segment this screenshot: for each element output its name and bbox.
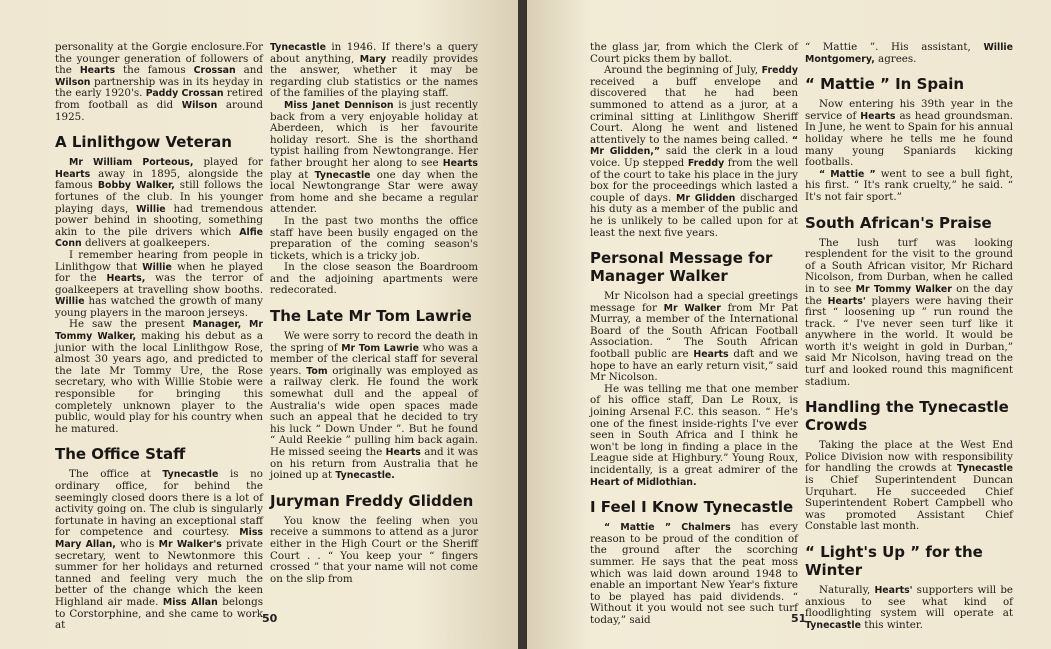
- bold-name: Freddy: [687, 157, 725, 169]
- right-column-2: [805, 42, 1013, 631]
- bold-name: Hearts': [827, 295, 866, 307]
- paragraph: He was telling me that one member of his office staff, Dan Le Roux, is joining Arsenal F.C. this season. “ He's one of the finest inside-rights I've ever seen in South Africa and I think he won't be long in finding a place in the League side at Highbury.” Young Roux, incidentally, is a great admirer of the Heart of Midlothian.: [590, 382, 798, 488]
- heading-lights-up: “ Light's Up ” for the Winter: [805, 543, 983, 579]
- bold-name: Miss Mary Allan,: [55, 527, 263, 550]
- left-column-2: [270, 42, 478, 585]
- paragraph: Now entering his 39th year in the service of Hearts as head groundsman. In June, he went to Spain for his annual holiday where he tells me he found many young Spaniards kicking footballs.: [805, 98, 1013, 169]
- bold-name: Tynecastle: [957, 463, 1013, 475]
- paragraph: In the close season the Boardroom and the adjoining apartments were redecorated.: [270, 261, 478, 297]
- paragraph: “ Mattie ” went to see a bull fight, his first. “ It's rank cruelty,” he said. “ It's not fair sport.”: [805, 167, 1013, 203]
- left-page: [0, 0, 522, 649]
- bold-name: Tynecastle: [805, 619, 861, 631]
- bold-name: Hearts: [860, 110, 896, 122]
- bold-name: Tynecastle.: [335, 470, 395, 482]
- paragraph: Tynecastle in 1946. If there's a query about anything, Mary readily provides the answer, whether it may be regarding club statistics or the names of the families of the playing staff.: [270, 41, 478, 100]
- bold-name: Wilson: [181, 99, 218, 111]
- heading-i-feel-i-know-tynecastle: I Feel I Know Tynecastle: [590, 498, 794, 517]
- paragraph: the glass jar, from which the Clerk of Court picks them by ballot.: [590, 41, 798, 65]
- bold-name: Mr Tom Lawrie: [341, 342, 419, 354]
- bold-name: Alfie Conn: [55, 226, 263, 250]
- paragraph: “ Mattie ”. His assistant, Willie Montgomery, agrees.: [805, 41, 1013, 65]
- paragraph: personality at the Gorgie enclosure.For the younger generation of followers of the Hearts the famous Crossan and Wilson partnership was in its heyday in the early 1920's. Paddy Crossan retired from football as did Wilson around 1925.: [55, 41, 263, 123]
- bold-name: Willie Montgomery,: [805, 42, 1013, 65]
- paragraph: Naturally, Hearts' supporters will be anxious to see what kind of floodlighting system will operate at Tynecastle this winter.: [805, 584, 1014, 631]
- paragraph: He saw the present Manager, Mr Tommy Walker, making his debut as a junior with the local Linlithgow Rose, almost 30 years ago, and predicted to the late Mr Tommy Ure, the Rose secretary, who with Willie Stobie were responsible for bringing this completely unknown player to the public, would play for his country when he matured.: [55, 318, 263, 435]
- paragraph: We were sorry to record the death in the spring of Mr Tom Lawrie who was a member of the clerical staff for several years. Tom originally was employed as a railway clerk. He found the work somewhat dull and the appeal of Australia's wide open spaces made such an appeal that he decided to try his luck “ Down Under ”. But he found “ Auld Reekie ” pulling him back again. He missed seeing the Hearts and it was on his return from Australia that he joined up at Tynecastle.: [270, 330, 478, 482]
- heading-personal-message: Personal Message for Manager Walker: [590, 249, 773, 286]
- bold-name: Crossan: [193, 65, 236, 77]
- bold-name: Willie: [142, 261, 172, 273]
- paragraph: “ Mattie ” Chalmers has every reason to be proud of the condition of the ground after the scorching summer. He says that the peat moss which was laid down around 1948 to enable an important New Year's fixture to be played has paid dividends. “ Without it you would not see such turf today,” said: [590, 521, 798, 626]
- bold-name: Mr Walker's: [158, 538, 222, 550]
- bold-name: Willie: [136, 203, 166, 215]
- paragraph: You know the feeling when you receive a summons to attend as a juror either in the High Court or the Sheriff Court . . “ You keep your “ fingers crossed ” that your name will not come on the slip from: [270, 514, 478, 585]
- bold-name: Mr William Porteous,: [69, 157, 194, 169]
- bold-name: Bobby Walker,: [97, 180, 175, 192]
- heading-mattie-in-spain: “ Mattie ” In Spain: [805, 75, 965, 94]
- paragraph: Mr Nicolson had a special greetings message for Mr Walker from Mr Pat Murray, a member of the International Board of the South African Football Association. “ The South African football public are Hearts daft and we hope to have an early return visit,” said Mr Nicolson.: [590, 290, 798, 384]
- heading-office-staff: The Office Staff: [55, 445, 186, 464]
- bold-name: Paddy Crossan: [145, 88, 224, 100]
- right-column-1: [590, 42, 798, 627]
- bold-name: “ Mattie ”: [819, 168, 876, 180]
- paragraph: Miss Janet Dennison is just recently back from a very enjoyable holiday at Aberdeen, which is her favourite holiday resort. She is the shorthand typist hailing from Newtongrange. Her father brought her along to see Hearts play at Tynecastle one day when the local Newtongrange Star were away from home and she became a regular attender.: [270, 98, 478, 216]
- paragraph: The lush turf was looking resplendent for the visit to the ground of a South African visitor, Mr Richard Nicolson, from Durban, when he called in to see Mr Tommy Walker on the day the Hearts' players were having their first “ loosening up ” run round the track. “ I've never seen turf like it anywhere in the world. It would be worth it's weight in gold in Durban,” said Mr Nicolson, having tread on the turf and looked round this magnificent stadium.: [805, 236, 1013, 388]
- bold-name: Mr Glidden: [676, 192, 736, 204]
- bold-name: Tynecastle: [314, 169, 371, 181]
- bold-name: Mr Walker: [663, 302, 721, 314]
- bold-name: Hearts: [442, 157, 478, 169]
- page-number: 51: [791, 612, 807, 625]
- bold-name: Hearts: [55, 168, 91, 180]
- page-number: 50: [262, 612, 278, 625]
- bold-name: Heart of Midlothian.: [590, 476, 697, 488]
- heading-juryman-freddy-glidden: Juryman Freddy Glidden: [270, 491, 474, 510]
- paragraph: Taking the place at the West End Police Division now with responsibility for handling the crowds at Tynecastle is Chief Superintendent Duncan Urquhart. He succeeded Chief Superintendent Robert Campbell who was promoted Assistant Chief Constable last month.: [805, 439, 1013, 533]
- bold-name: Miss Allan: [162, 596, 218, 608]
- heading-linlithgow-veteran: A Linlithgow Veteran: [55, 133, 232, 152]
- bold-name: Wilson: [55, 76, 91, 88]
- heading-south-africans-praise: South African's Praise: [805, 213, 992, 232]
- heading-late-tom-lawrie: The Late Mr Tom Lawrie: [270, 307, 472, 326]
- left-column-1: [55, 42, 263, 632]
- bold-name: Hearts: [79, 65, 116, 77]
- bold-name: Hearts': [874, 585, 913, 596]
- bold-name: Hearts,: [106, 273, 146, 285]
- bold-name: Tom: [306, 365, 328, 377]
- paragraph: Mr William Porteous, played for Hearts away in 1895, alongside the famous Bobby Walker, still follows the fortunes of the club. In his younger playing days, Willie had tremendous power behind in shooting, something akin to the pile drivers which Alfie Conn delivers at goalkeepers.: [55, 156, 263, 250]
- paragraph: The office at Tynecastle is no ordinary office, for behind the seemingly closed doors there is a lot of activity going on. The club is singularly fortunate in having an exceptional staff for competence and courtesy. Miss Mary Allan, who is Mr Walker's private secretary, went to Newtonmore this summer for her holidays and returned tanned and feeling very much the better of the change which the keen Highland air made. Miss Allan belongs to Corstorphine, and she came to work at: [55, 468, 263, 632]
- bold-name: Hearts: [385, 447, 421, 458]
- right-page: [527, 0, 1051, 649]
- paragraph: In the past two months the office staff have been busily engaged on the preparation of the coming season's tickets, which is a tricky job.: [270, 214, 478, 262]
- bold-name: Manager, Mr Tommy Walker,: [55, 319, 263, 343]
- bold-name: Miss Janet Dennison: [284, 99, 394, 111]
- bold-name: Tynecastle: [270, 42, 326, 53]
- bold-name: Willie: [55, 296, 85, 308]
- heading-handling-crowds: Handling the Tynecastle Crowds: [805, 398, 1009, 435]
- bold-name: “ Mr Glidden,”: [590, 134, 798, 158]
- paragraph: Around the beginning of July, Freddy received a buff envelope and discovered that he had been summoned to attend as a juror, at a criminal sitting at Linlithgow Sheriff Court. Along he went and listened attentively to the names being called. “ Mr Glidden,” said the clerk in a loud voice. Up stepped Freddy from the well of the court to take his place in the jury box for the proceedings which lasted a couple of days. Mr Glidden discharged his duty as a member of the public and he is unlikely to be called upon for at least the next five years.: [590, 64, 799, 239]
- bold-name: Freddy: [761, 65, 798, 77]
- paragraph: I remember hearing from people in Linlithgow that Willie when he played for the Hearts, was the terror of goalkeepers at travelling show booths. Willie has watched the growth of many young players in the maroon jerseys.: [55, 248, 263, 319]
- bold-name: Mr Tommy Walker: [855, 283, 952, 295]
- bold-name: Mary: [359, 53, 387, 65]
- bold-name: Hearts: [693, 349, 729, 361]
- bold-name: Tynecastle: [162, 469, 219, 481]
- bold-name: “ Mattie ” Chalmers: [604, 522, 731, 534]
